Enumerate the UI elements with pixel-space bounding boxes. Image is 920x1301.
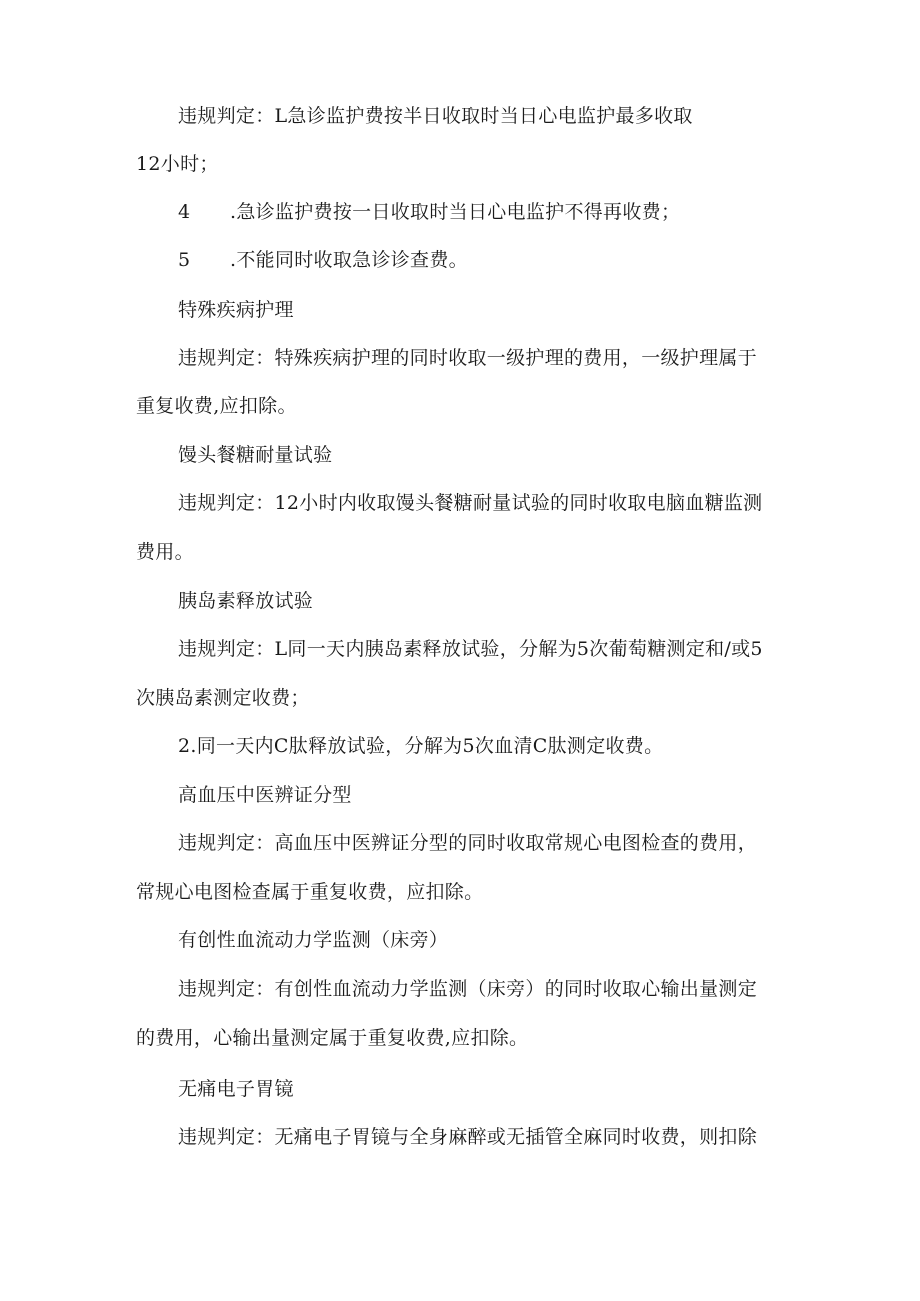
section-heading: 馒头餐糖耐量试验 (178, 444, 333, 466)
list-item-number: 4 (178, 201, 191, 223)
paragraph-line: 的费用，心输出量测定属于重复收费,应扣除。 (136, 1027, 529, 1049)
list-item (178, 248, 468, 272)
list-item-text: .不能同时收取急诊诊查费。 (230, 249, 468, 271)
paragraph-line: 违规判定：无痛电子胃镜与全身麻醉或无插管全麻同时收费，则扣除 (178, 1126, 758, 1148)
list-item (178, 200, 680, 224)
paragraph-line: 违规判定：L急诊监护费按半日收取时当日心电监护最多收取 (178, 105, 693, 127)
section-heading: 无痛电子胃镜 (178, 1078, 294, 1100)
paragraph-line: 12小时； (136, 153, 219, 175)
paragraph-line: 常规心电图检查属于重复收费，应扣除。 (136, 881, 484, 903)
paragraph-line: 次胰岛素测定收费； (136, 687, 310, 709)
paragraph-line: 违规判定：L同一天内胰岛素释放试验，分解为5次葡萄糖测定和/或5 (178, 638, 763, 660)
list-item-number: 5 (178, 249, 191, 271)
section-heading: 特殊疾病护理 (178, 299, 294, 321)
section-heading: 有创性血流动力学监测（床旁） (178, 929, 449, 951)
list-item-text: .急诊监护费按一日收取时当日心电监护不得再收费； (230, 201, 681, 223)
paragraph-line: 费用。 (136, 541, 194, 563)
paragraph-line: 违规判定：特殊疾病护理的同时收取一级护理的费用，一级护理属于 (178, 347, 758, 369)
section-heading: 高血压中医辨证分型 (178, 784, 352, 806)
paragraph-line: 违规判定：有创性血流动力学监测（床旁）的同时收取心输出量测定 (178, 978, 758, 1000)
paragraph-line: 重复收费,应扣除。 (136, 395, 297, 417)
section-heading: 胰岛素释放试验 (178, 590, 314, 612)
paragraph-line: 违规判定：高血压中医辨证分型的同时收取常规心电图检查的费用， (178, 832, 758, 854)
paragraph-line: 违规判定：12小时内收取馒头餐糖耐量试验的同时收取电脑血糖监测 (178, 492, 763, 514)
paragraph-line: 2.同一天内C肽释放试验，分解为5次血清C肽测定收费。 (178, 735, 664, 757)
